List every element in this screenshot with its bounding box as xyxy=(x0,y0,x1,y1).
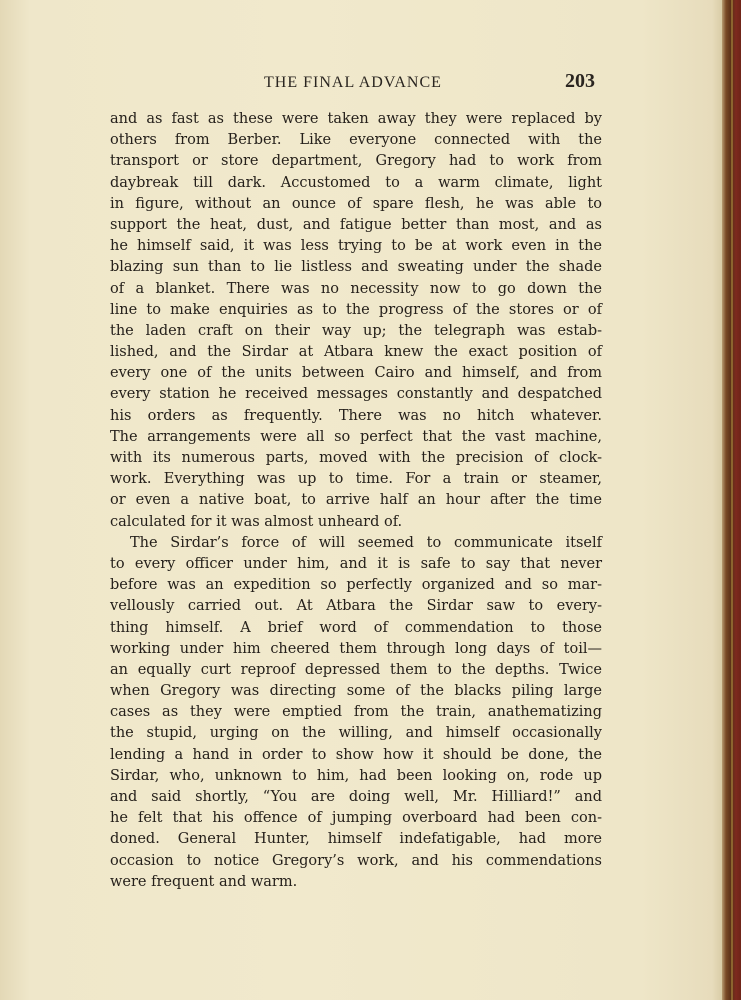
text-line: work. Everything was up to time. For a train or steamer, xyxy=(110,471,602,488)
text-line: and as fast as these were taken away they were replaced by xyxy=(110,111,602,127)
text-line: before was an expedition so perfectly organized and so mar- xyxy=(110,577,602,594)
text-line: doned. General Hunter, himself indefatigable, had more xyxy=(110,831,602,848)
text-line: The Sirdar’s force of will seemed to communicate itself xyxy=(130,534,602,551)
text-line: working under him cheered them through long days of toil— xyxy=(110,640,602,657)
text-line: and said shortly, “You are doing well, Mr. Hilliard!” and xyxy=(110,789,602,805)
text-line: others from Berber. Like everyone connected with the xyxy=(110,132,602,149)
text-line: the stupid, urging on the willing, and himself occasionally xyxy=(110,725,602,742)
spine-gold-rule xyxy=(731,0,733,1000)
text-line: every one of the units between Cairo and himself, and from xyxy=(110,365,602,382)
text-line: were frequent and warm. xyxy=(110,873,298,890)
text-line: support the heat, dust, and fatigue better than most, and as xyxy=(110,216,602,233)
text-line: line to make enquiries as to the progress of the stores or of xyxy=(110,301,602,318)
text-line: lending a hand in order to show how it should be done, the xyxy=(110,746,602,763)
text-line: blazing sun than to lie listless and sweating under the shade xyxy=(110,259,602,276)
text-line: thing himself. A brief word of commendation to those xyxy=(110,619,602,636)
text-line: Sirdar, who, unknown to him, had been looking on, rode up xyxy=(110,767,602,784)
page-number: 203 xyxy=(565,70,595,92)
text-line: or even a native boat, to arrive half an hour after the time xyxy=(110,492,602,509)
text-line: an equally curt reproof depressed them to the depths. Twice xyxy=(110,661,602,678)
text-line: calculated for it was almost unheard of. xyxy=(110,513,403,530)
text-line: his orders as frequently. There was no hitch whatever. xyxy=(110,407,602,424)
text-line: transport or store department, Gregory had to work from xyxy=(110,153,602,170)
text-line: he himself said, it was less trying to be at work even in the xyxy=(110,238,602,255)
text-line: every station he received messages constantly and despatched xyxy=(110,386,602,403)
text-line: with its numerous parts, moved with the precision of clock- xyxy=(110,450,602,466)
running-head: THE FINAL ADVANCE xyxy=(264,74,442,91)
text-line: lished, and the Sirdar at Atbara knew the exact position of xyxy=(110,344,602,361)
text-line: he felt that his offence of jumping overboard had been con- xyxy=(110,810,602,827)
text-line: The arrangements were all so perfect that the vast machine, xyxy=(110,428,602,445)
text-line: daybreak till dark. Accustomed to a warm climate, light xyxy=(110,174,602,191)
body-text xyxy=(110,109,602,893)
text-line: vellously carried out. At Atbara the Sirdar saw to every- xyxy=(110,598,602,615)
text-line: cases as they were emptied from the train, anathematizing xyxy=(110,704,602,721)
text-line: the laden craft on their way up; the telegraph was estab- xyxy=(110,322,602,339)
text-line: to every officer under him, and it is safe to say that never xyxy=(110,555,602,572)
text-line: occasion to notice Gregory’s work, and his commendations xyxy=(110,852,602,869)
text-line: in figure, without an ounce of spare flesh, he was able to xyxy=(110,195,602,212)
text-line: of a blanket. There was no necessity now to go down the xyxy=(110,280,602,297)
text-line: when Gregory was directing some of the blacks piling large xyxy=(110,683,602,700)
